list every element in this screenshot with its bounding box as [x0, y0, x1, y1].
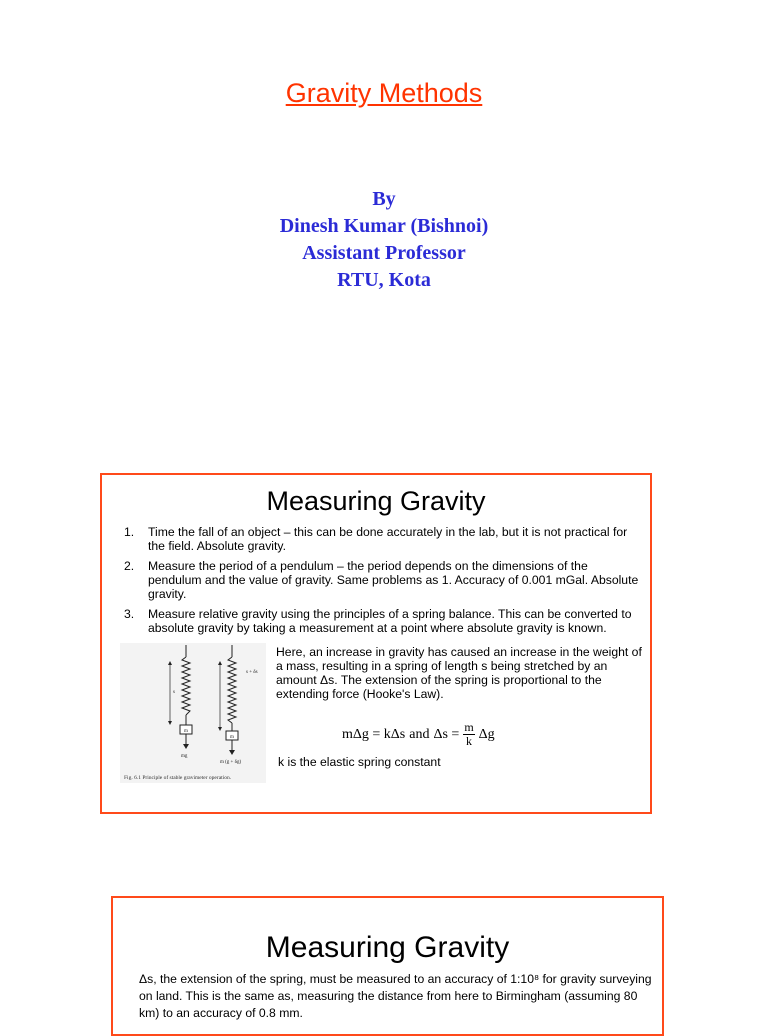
- byline-by: By: [372, 188, 396, 210]
- method-list: [102, 525, 650, 635]
- equation-lhs: mΔg = kΔs: [342, 726, 406, 742]
- spring-balance-figure: [120, 643, 266, 783]
- list-number: 2.: [124, 559, 135, 573]
- mass-label: m: [230, 735, 234, 740]
- equation-and: and: [409, 726, 430, 742]
- spring-description: Here, an increase in gravity has caused an increase in the weight of a mass, resulting in a spring of length s being stretched by an amount Δs. The extension of the spring is proportional to the extending force (Hooke's Law).: [276, 645, 642, 701]
- document-title: Gravity Methods: [285, 78, 483, 108]
- spring-section: [102, 641, 650, 791]
- slide-title: Measuring Gravity: [266, 486, 486, 516]
- figure-caption: Fig. 6.1 Principle of stable gravimeter operation.: [124, 775, 232, 781]
- list-number: 1.: [124, 525, 135, 539]
- fraction-denominator: k: [466, 734, 472, 748]
- author-block: [0, 186, 768, 294]
- mass-label: m: [184, 729, 188, 734]
- slide-measuring-gravity-2: [111, 896, 664, 1036]
- slide-title: Measuring Gravity: [265, 931, 510, 964]
- list-item: [102, 559, 650, 601]
- spring-constant-note: k is the elastic spring constant: [278, 755, 441, 769]
- author-institution: RTU, Kota: [337, 269, 431, 291]
- list-item: [102, 607, 650, 635]
- weight-label-2: m (g + δg): [220, 760, 242, 765]
- fraction-numerator: m: [464, 720, 474, 734]
- author-name: Dinesh Kumar (Bishnoi): [279, 215, 489, 237]
- list-text: Measure relative gravity using the principles of a spring balance. This can be converted to absolute gravity by taking a measurement at a point where absolute gravity is known.: [148, 607, 632, 635]
- list-number: 3.: [124, 607, 135, 621]
- ds-label: s + δs: [246, 670, 258, 675]
- s-label: s: [173, 690, 175, 695]
- author-position: Assistant Professor: [302, 242, 466, 264]
- equation-tail: Δg: [478, 726, 495, 742]
- list-text: Measure the period of a pendulum – the period depends on the dimensions of the pendulum and the value of gravity. Same problems as 1. Accuracy of 0.001 mGal. Absolute gravity.: [148, 559, 639, 601]
- equation-ds: Δs =: [433, 726, 460, 742]
- list-item: [102, 525, 650, 553]
- weight-label: mg: [181, 754, 188, 759]
- list-text: Time the fall of an object – this can be done accurately in the lab, but it is not practical for the field. Absolute gravity.: [148, 525, 628, 553]
- spring-diagram-icon: [120, 643, 266, 783]
- hooke-equation: [342, 721, 495, 748]
- slide-measuring-gravity-1: [100, 473, 652, 814]
- equation-fraction: [463, 721, 474, 748]
- slide-body-text: Δs, the extension of the spring, must be measured to an accuracy of 1:10⁸ for gravity surveying on land. This is the same as, measuring the distance from here to Birmingham (assuming 80 km) to an accuracy of 0.8 mm.: [139, 972, 652, 1020]
